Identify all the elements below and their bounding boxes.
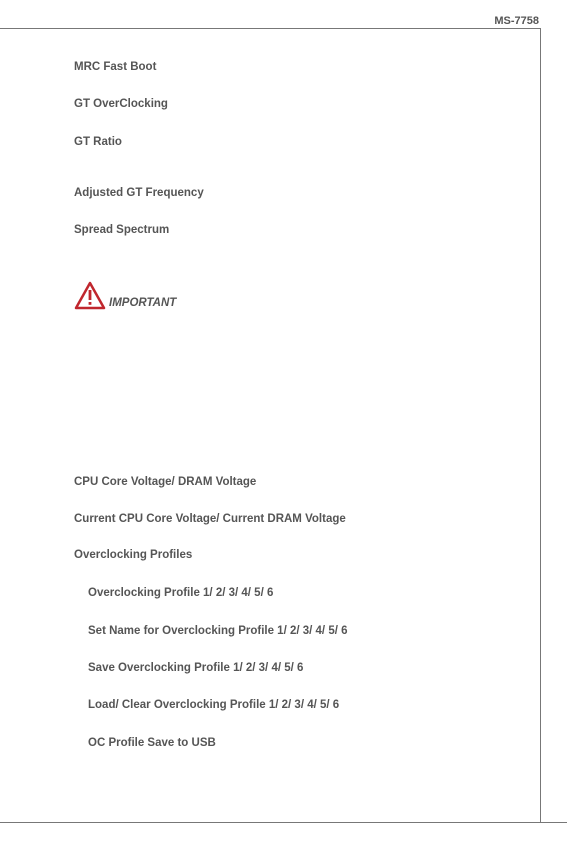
header-rule — [0, 28, 541, 29]
sub-item-overclocking-profile: Overclocking Profile 1/ 2/ 3/ 4/ 5/ 6 — [88, 587, 274, 599]
item-cpu-core-dram-voltage: CPU Core Voltage/ DRAM Voltage — [74, 476, 257, 488]
item-spread-spectrum: Spread Spectrum — [74, 224, 170, 236]
sub-item-set-name-profile: Set Name for Overclocking Profile 1/ 2/ 3/ 4/ 5/ 6 — [88, 625, 348, 637]
item-gt-ratio: GT Ratio — [74, 136, 122, 148]
item-gt-overclocking: GT OverClocking — [74, 98, 168, 110]
important-label: IMPORTANT — [109, 297, 177, 309]
sub-item-save-profile: Save Overclocking Profile 1/ 2/ 3/ 4/ 5/ 6 — [88, 662, 304, 674]
sub-item-oc-profile-usb: OC Profile Save to USB — [88, 737, 216, 749]
item-adjusted-gt-frequency: Adjusted GT Frequency — [74, 187, 204, 199]
item-current-cpu-dram-voltage: Current CPU Core Voltage/ Current DRAM Voltage — [74, 513, 346, 525]
item-mrc-fast-boot: MRC Fast Boot — [74, 61, 157, 73]
footer-rule — [0, 822, 567, 823]
warning-triangle-icon — [74, 281, 106, 310]
model-number: MS-7758 — [494, 15, 539, 27]
sub-item-load-clear-profile: Load/ Clear Overclocking Profile 1/ 2/ 3/ 4/ 5/ 6 — [88, 699, 340, 711]
margin-rule — [540, 28, 541, 822]
item-overclocking-profiles: Overclocking Profiles — [74, 549, 193, 561]
